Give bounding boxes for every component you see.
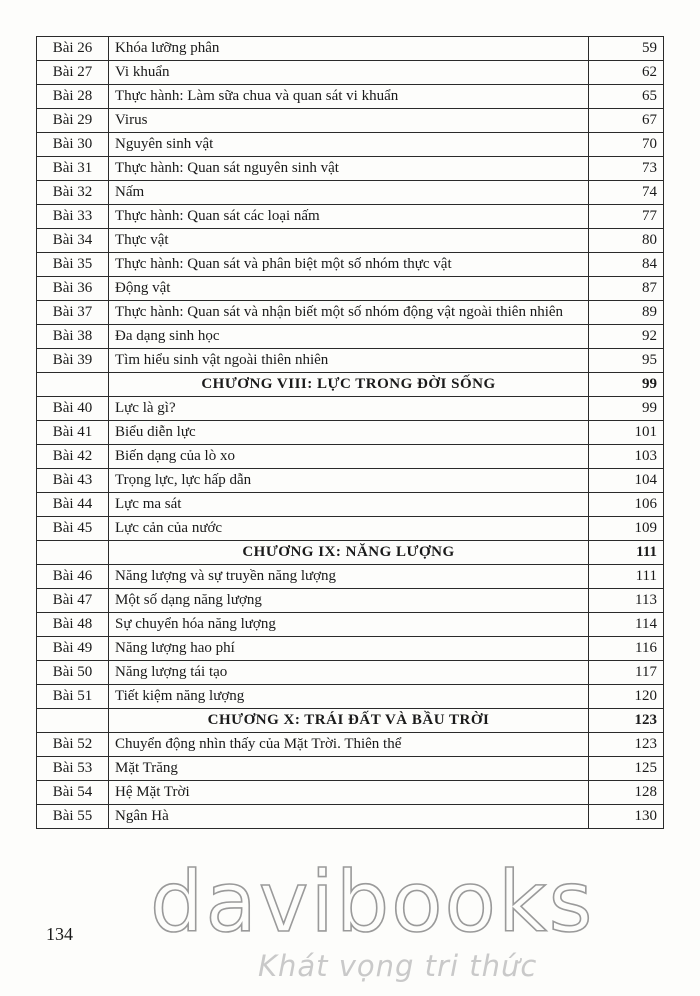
title-cell: Thực vật xyxy=(109,229,589,253)
page-cell: 128 xyxy=(589,781,664,805)
page-cell: 117 xyxy=(589,661,664,685)
table-row xyxy=(37,325,664,349)
table-row xyxy=(37,421,664,445)
page-number: 134 xyxy=(46,924,73,944)
watermark-slogan: Khát vọng tri thức xyxy=(258,949,538,983)
page-cell: 62 xyxy=(589,61,664,85)
table-row xyxy=(37,181,664,205)
lesson-cell: Bài 46 xyxy=(37,565,109,589)
lesson-cell: Bài 37 xyxy=(37,301,109,325)
chapter-row xyxy=(37,541,664,565)
title-cell: Nấm xyxy=(109,181,589,205)
title-cell: Động vật xyxy=(109,277,589,301)
page-cell: 92 xyxy=(589,325,664,349)
table-row xyxy=(37,85,664,109)
title-cell: Thực hành: Quan sát các loại nấm xyxy=(109,205,589,229)
title-cell: Trọng lực, lực hấp dẫn xyxy=(109,469,589,493)
table-row xyxy=(37,805,664,829)
title-cell: Chuyển động nhìn thấy của Mặt Trời. Thiên thể xyxy=(109,733,589,757)
page-cell: 89 xyxy=(589,301,664,325)
lesson-cell: Bài 40 xyxy=(37,397,109,421)
page-cell: 123 xyxy=(589,709,664,733)
chapter-row xyxy=(37,373,664,397)
title-cell: Khóa lưỡng phân xyxy=(109,37,589,61)
page-cell: 125 xyxy=(589,757,664,781)
page-cell: 67 xyxy=(589,109,664,133)
page-cell: 80 xyxy=(589,229,664,253)
lesson-cell: Bài 53 xyxy=(37,757,109,781)
table-row xyxy=(37,253,664,277)
page-cell: 77 xyxy=(589,205,664,229)
page-cell: 116 xyxy=(589,637,664,661)
lesson-cell: Bài 47 xyxy=(37,589,109,613)
page-cell: 111 xyxy=(589,565,664,589)
table-row xyxy=(37,157,664,181)
table-row xyxy=(37,133,664,157)
table-row xyxy=(37,757,664,781)
lesson-cell: Bài 36 xyxy=(37,277,109,301)
table-row xyxy=(37,565,664,589)
title-cell: Vi khuẩn xyxy=(109,61,589,85)
table-row xyxy=(37,781,664,805)
lesson-cell: Bài 38 xyxy=(37,325,109,349)
lesson-cell: Bài 41 xyxy=(37,421,109,445)
lesson-cell: Bài 42 xyxy=(37,445,109,469)
table-row xyxy=(37,445,664,469)
chapter-title-cell: CHƯƠNG X: TRÁI ĐẤT VÀ BẦU TRỜI xyxy=(109,709,589,733)
page-cell: 99 xyxy=(589,373,664,397)
page-cell: 73 xyxy=(589,157,664,181)
table-row xyxy=(37,229,664,253)
title-cell: Biểu diễn lực xyxy=(109,421,589,445)
title-cell: Lực cản của nước xyxy=(109,517,589,541)
page-cell: 111 xyxy=(589,541,664,565)
title-cell: Hệ Mặt Trời xyxy=(109,781,589,805)
lesson-cell: Bài 31 xyxy=(37,157,109,181)
table-row xyxy=(37,685,664,709)
page-cell: 70 xyxy=(589,133,664,157)
title-cell: Tìm hiểu sinh vật ngoài thiên nhiên xyxy=(109,349,589,373)
lesson-cell: Bài 30 xyxy=(37,133,109,157)
table-row xyxy=(37,733,664,757)
lesson-cell: Bài 44 xyxy=(37,493,109,517)
title-cell: Tiết kiệm năng lượng xyxy=(109,685,589,709)
lesson-cell: Bài 32 xyxy=(37,181,109,205)
page-cell: 84 xyxy=(589,253,664,277)
page-cell: 65 xyxy=(589,85,664,109)
table-row xyxy=(37,517,664,541)
lesson-cell: Bài 51 xyxy=(37,685,109,709)
title-cell: Năng lượng tái tạo xyxy=(109,661,589,685)
page-cell: 123 xyxy=(589,733,664,757)
page-cell: 114 xyxy=(589,613,664,637)
chapter-row xyxy=(37,709,664,733)
table-row xyxy=(37,397,664,421)
title-cell: Mặt Trăng xyxy=(109,757,589,781)
lesson-cell: Bài 55 xyxy=(37,805,109,829)
title-cell: Một số dạng năng lượng xyxy=(109,589,589,613)
title-cell: Năng lượng và sự truyền năng lượng xyxy=(109,565,589,589)
lesson-cell: Bài 34 xyxy=(37,229,109,253)
table-of-contents xyxy=(36,36,664,829)
title-cell: Biến dạng của lò xo xyxy=(109,445,589,469)
table-row xyxy=(37,469,664,493)
page-cell: 120 xyxy=(589,685,664,709)
title-cell: Năng lượng hao phí xyxy=(109,637,589,661)
table-row xyxy=(37,613,664,637)
page-cell: 101 xyxy=(589,421,664,445)
title-cell: Lực là gì? xyxy=(109,397,589,421)
lesson-cell: Bài 52 xyxy=(37,733,109,757)
page-cell: 103 xyxy=(589,445,664,469)
page-cell: 113 xyxy=(589,589,664,613)
lesson-cell: Bài 39 xyxy=(37,349,109,373)
table-row xyxy=(37,301,664,325)
lesson-cell: Bài 50 xyxy=(37,661,109,685)
title-cell: Thực hành: Làm sữa chua và quan sát vi khuẩn xyxy=(109,85,589,109)
table-row xyxy=(37,37,664,61)
page-cell: 74 xyxy=(589,181,664,205)
lesson-cell: Bài 35 xyxy=(37,253,109,277)
lesson-cell: Bài 43 xyxy=(37,469,109,493)
lesson-cell: Bài 48 xyxy=(37,613,109,637)
page-cell: 109 xyxy=(589,517,664,541)
title-cell: Thực hành: Quan sát nguyên sinh vật xyxy=(109,157,589,181)
title-cell: Thực hành: Quan sát và nhận biết một số nhóm động vật ngoài thiên nhiên xyxy=(109,301,589,325)
lesson-cell: Bài 29 xyxy=(37,109,109,133)
title-cell: Thực hành: Quan sát và phân biệt một số nhóm thực vật xyxy=(109,253,589,277)
title-cell: Ngân Hà xyxy=(109,805,589,829)
page-cell: 99 xyxy=(589,397,664,421)
lesson-cell xyxy=(37,373,109,397)
table-row xyxy=(37,637,664,661)
title-cell: Lực ma sát xyxy=(109,493,589,517)
title-cell: Đa dạng sinh học xyxy=(109,325,589,349)
page-cell: 59 xyxy=(589,37,664,61)
page-cell: 130 xyxy=(589,805,664,829)
table-row xyxy=(37,589,664,613)
table-row xyxy=(37,661,664,685)
page-cell: 106 xyxy=(589,493,664,517)
chapter-title-cell: CHƯƠNG IX: NĂNG LƯỢNG xyxy=(109,541,589,565)
lesson-cell: Bài 26 xyxy=(37,37,109,61)
chapter-title-cell: CHƯƠNG VIII: LỰC TRONG ĐỜI SỐNG xyxy=(109,373,589,397)
lesson-cell xyxy=(37,709,109,733)
lesson-cell: Bài 54 xyxy=(37,781,109,805)
title-cell: Sự chuyển hóa năng lượng xyxy=(109,613,589,637)
table-row xyxy=(37,493,664,517)
page-cell: 95 xyxy=(589,349,664,373)
table-row xyxy=(37,61,664,85)
watermark-logo: davibooks xyxy=(150,853,595,951)
lesson-cell: Bài 27 xyxy=(37,61,109,85)
lesson-cell xyxy=(37,541,109,565)
lesson-cell: Bài 45 xyxy=(37,517,109,541)
table-row xyxy=(37,205,664,229)
table-row xyxy=(37,109,664,133)
title-cell: Virus xyxy=(109,109,589,133)
page-cell: 104 xyxy=(589,469,664,493)
table-row xyxy=(37,277,664,301)
lesson-cell: Bài 28 xyxy=(37,85,109,109)
page-cell: 87 xyxy=(589,277,664,301)
title-cell: Nguyên sinh vật xyxy=(109,133,589,157)
lesson-cell: Bài 49 xyxy=(37,637,109,661)
table-row xyxy=(37,349,664,373)
lesson-cell: Bài 33 xyxy=(37,205,109,229)
